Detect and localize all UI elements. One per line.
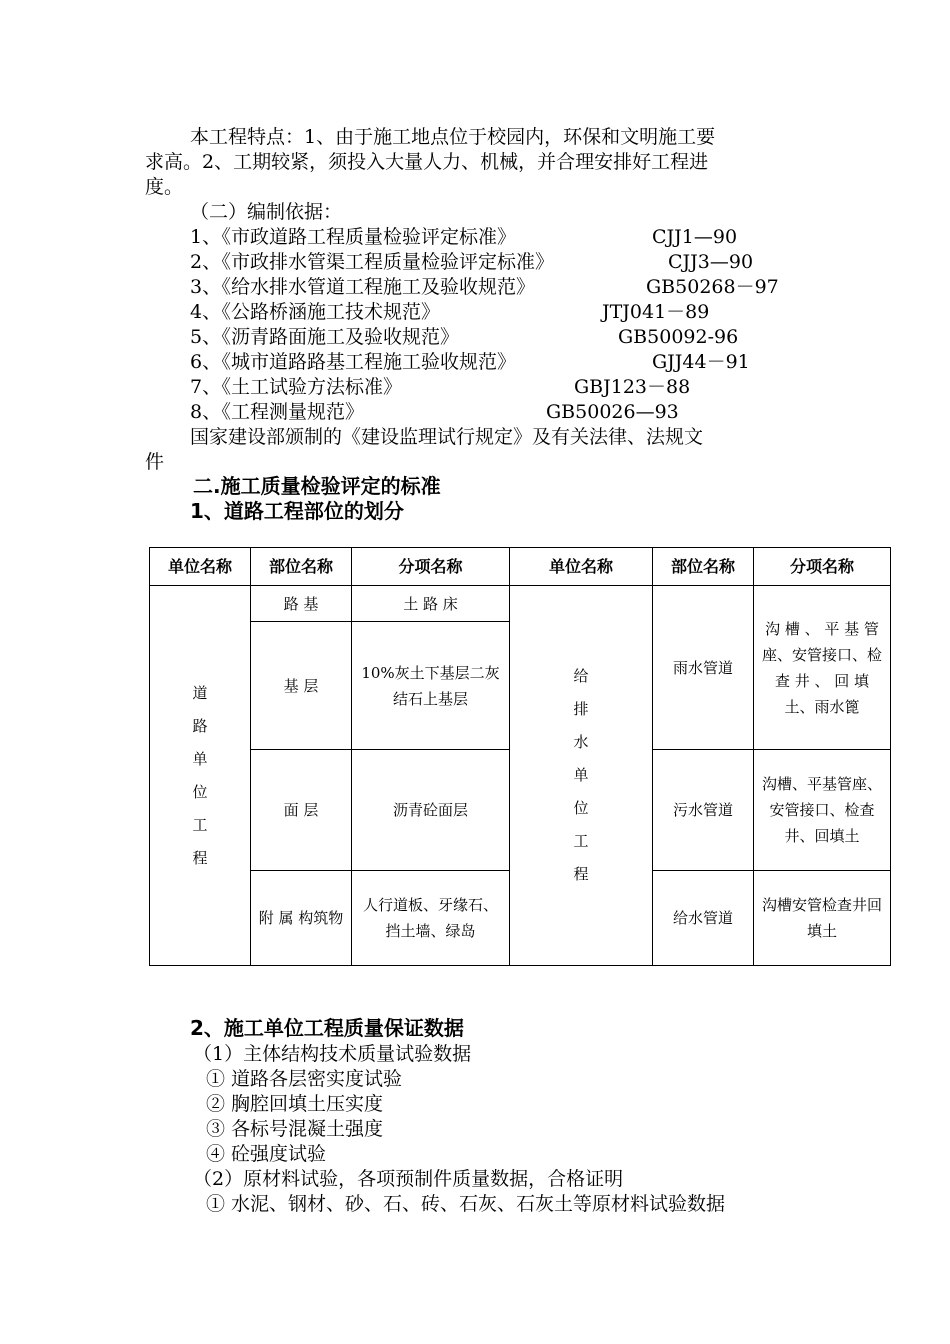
basis-item-code: JTJ041－89: [602, 301, 710, 323]
intro-line-3: 度。: [145, 176, 184, 198]
basis-item-code: GB50092-96: [618, 326, 739, 348]
road-item-cell: 10%灰土下基层二灰结石上基层: [352, 622, 510, 750]
table-row: [150, 586, 891, 622]
intro-line-2: 求高。2、工期较紧，须投入大量人力、机械，并合理安排好工程进: [145, 151, 709, 173]
water-item-cell: 沟 槽 、 平 基 管 座、安管接口、检 查 井 、 回 填 土、雨水篦: [754, 586, 891, 750]
basis-item-num: 7、: [190, 376, 222, 398]
basis-item-title: 《市政排水管渠工程质量检验评定标准》: [212, 251, 555, 273]
basis-closing-line-1: 国家建设部颁制的《建设监理试行规定》及有关法律、法规文: [190, 426, 704, 448]
intro-line-1: 本工程特点：1、由于施工地点位于校园内，环保和文明施工要: [190, 126, 716, 148]
water-part-cell: 给水管道: [653, 870, 754, 965]
basis-item-code: GB50026—93: [546, 401, 679, 423]
section3-line: ③ 各标号混凝土强度: [206, 1118, 384, 1140]
basis-item-num: 4、: [190, 301, 222, 323]
road-item-cell: 人行道板、牙缘石、挡土墙、绿岛: [352, 870, 510, 965]
basis-item-code: GB50268－97: [646, 276, 779, 298]
road-unit-cell: [150, 586, 251, 966]
road-part-cell: 面 层: [251, 750, 352, 870]
division-table: [149, 547, 891, 966]
water-unit-label: 给排水单位工程: [573, 667, 589, 884]
basis-item-title: 《给水排水管道工程施工及验收规范》: [212, 276, 536, 298]
basis-closing-line-2: 件: [145, 451, 165, 473]
section3-line: （1）主体结构技术质量试验数据: [193, 1043, 472, 1065]
water-part-cell: 雨水管道: [653, 586, 754, 750]
road-unit-label: 道路单位工程: [192, 683, 208, 867]
water-unit-cell: [510, 586, 653, 966]
water-part-cell: 污水管道: [653, 750, 754, 870]
basis-heading: （二）编制依据：: [190, 201, 343, 223]
basis-item-title: 《市政道路工程质量检验评定标准》: [212, 226, 517, 248]
header-cell: 部位名称: [653, 548, 754, 586]
basis-item-num: 2、: [190, 251, 222, 273]
basis-item-code: CJJ3—90: [668, 251, 754, 273]
header-cell: 单位名称: [150, 548, 251, 586]
subsection-title: 1、道路工程部位的划分: [190, 499, 404, 523]
section3-line: （2）原材料试验，各项预制件质量数据，合格证明: [193, 1168, 624, 1190]
header-cell: 部位名称: [251, 548, 352, 586]
road-part-cell: 附 属 构筑物: [251, 870, 352, 965]
basis-item-num: 8、: [190, 401, 222, 423]
section3-title: 2、施工单位工程质量保证数据: [190, 1016, 464, 1040]
section-title: 二.施工质量检验评定的标准: [193, 474, 441, 498]
section3-line: ② 胸腔回填土压实度: [206, 1093, 384, 1115]
basis-item-num: 3、: [190, 276, 222, 298]
basis-item-code: GJJ44－91: [652, 351, 750, 373]
water-item-cell: 沟槽、平基管座、安管接口、检查井、回填土: [754, 750, 891, 870]
basis-item-num: 5、: [190, 326, 222, 348]
basis-item-title: 《城市道路路基工程施工验收规范》: [212, 351, 517, 373]
road-item-cell: 土 路 床: [352, 586, 510, 622]
table-header-row: [150, 548, 891, 586]
header-cell: 分项名称: [352, 548, 510, 586]
basis-item-num: 6、: [190, 351, 222, 373]
section3-line: ① 道路各层密实度试验: [206, 1068, 403, 1090]
basis-item-num: 1、: [190, 226, 222, 248]
basis-item-title: 《沥青路面施工及验收规范》: [212, 326, 460, 348]
section3-line: ① 水泥、钢材、砂、石、砖、石灰、石灰土等原材料试验数据: [206, 1193, 726, 1215]
road-item-cell: 沥青砼面层: [352, 750, 510, 870]
road-part-cell: 基 层: [251, 622, 352, 750]
basis-item-title: 《土工试验方法标准》: [212, 376, 403, 398]
basis-item-code: GBJ123－88: [574, 376, 691, 398]
header-cell: 单位名称: [510, 548, 653, 586]
water-item-cell: 沟槽安管检查井回填土: [754, 870, 891, 965]
section3-line: ④ 砼强度试验: [206, 1143, 327, 1165]
basis-item-title: 《工程测量规范》: [212, 401, 365, 423]
basis-item-title: 《公路桥涵施工技术规范》: [212, 301, 441, 323]
header-cell: 分项名称: [754, 548, 891, 586]
basis-item-code: CJJ1—90: [652, 226, 738, 248]
road-part-cell: 路 基: [251, 586, 352, 622]
